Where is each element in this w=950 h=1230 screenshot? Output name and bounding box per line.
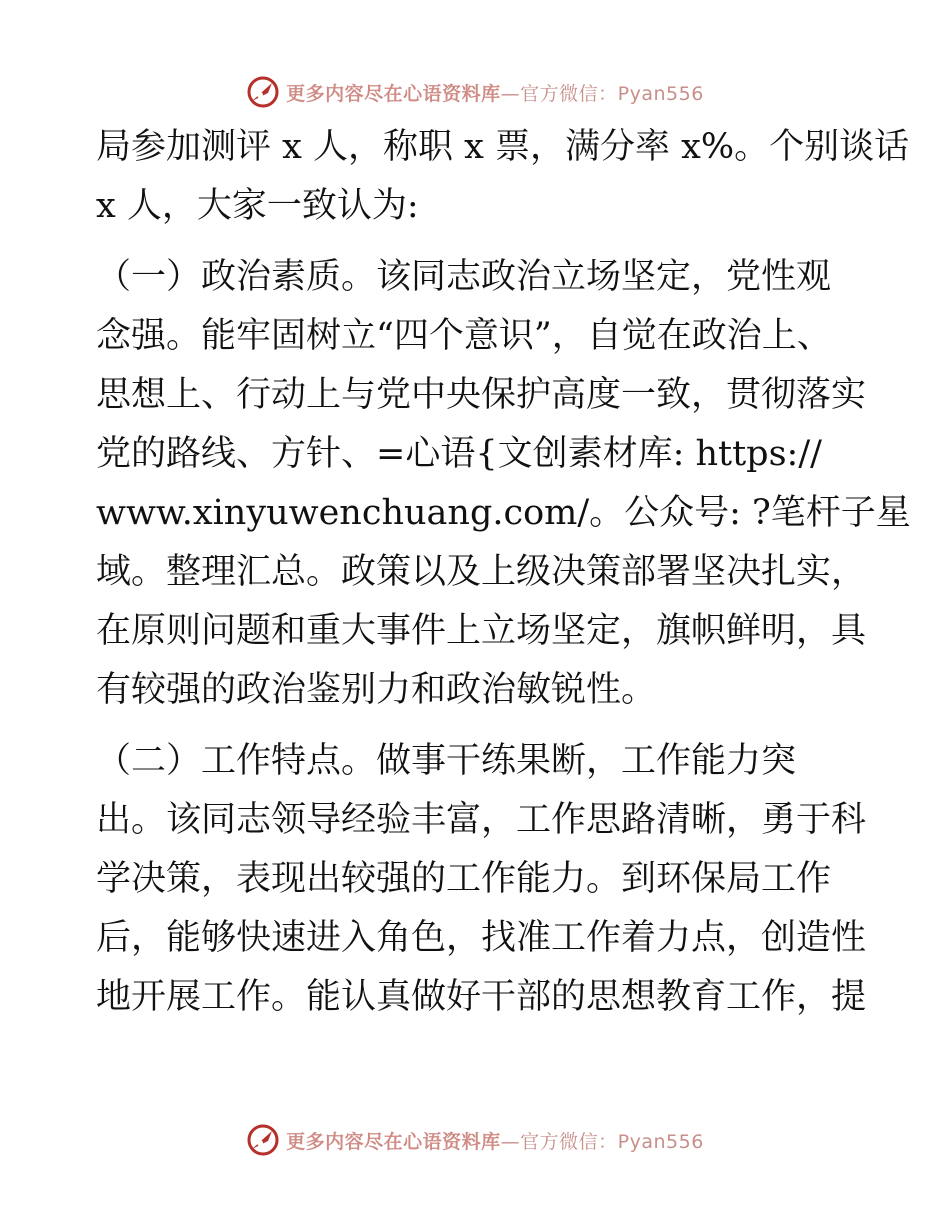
quill-logo-icon <box>246 1123 280 1157</box>
text-line: （二）工作特点。做事干练果断，工作能力突 <box>96 741 797 781</box>
quill-logo-icon <box>246 75 280 109</box>
paragraph-work-traits <box>96 732 867 1027</box>
text-line: 后，能够快速进入角色，找准工作着力点，创造性 <box>96 918 867 958</box>
text-line: 域。整理汇总。政策以及上级决策部署坚决扎实， <box>96 552 867 592</box>
document-body <box>96 118 911 1027</box>
watermark-brand: 更多内容尽在心语资料库 <box>286 1130 501 1153</box>
text-line: 思想上、行动上与党中央保护高度一致，贯彻落实 <box>96 375 867 415</box>
watermark-contact: 官方微信：Pyan556 <box>520 82 704 105</box>
watermark-brand: 更多内容尽在心语资料库 <box>286 82 501 105</box>
watermark-text <box>286 79 704 106</box>
footer-watermark <box>0 1120 950 1160</box>
text-line: 念强。能牢固树立“四个意识”，自觉在政治上、 <box>96 316 832 356</box>
watermark-contact: 官方微信：Pyan556 <box>520 1130 704 1153</box>
text-line: （一）政治素质。该同志政治立场坚定，党性观 <box>96 257 832 297</box>
text-line: 地开展工作。能认真做好干部的思想教育工作，提 <box>96 977 867 1017</box>
text-line: 党的路线、方针、=心语{文创素材库: https:// <box>96 434 822 474</box>
text-line: 出。该同志领导经验丰富，工作思路清晰，勇于科 <box>96 800 867 840</box>
paragraph-intro <box>96 118 910 236</box>
watermark-dash: — <box>500 1130 521 1153</box>
paragraph-political-quality <box>96 248 911 720</box>
header-watermark <box>0 72 950 112</box>
text-line: 学决策，表现出较强的工作能力。到环保局工作 <box>96 859 832 899</box>
watermark-dash: — <box>500 82 521 105</box>
text-line: x 人，大家一致认为: <box>96 186 419 226</box>
text-line: 局参加测评 x 人，称职 x 票，满分率 x%。个别谈话 <box>96 127 910 167</box>
text-line: www.xinyuwenchuang.com/。公众号: ?笔杆子星 <box>96 493 911 533</box>
watermark-text <box>286 1127 704 1154</box>
text-line: 在原则问题和重大事件上立场坚定，旗帜鲜明，具 <box>96 611 867 651</box>
text-line: 有较强的政治鉴别力和政治敏锐性。 <box>96 670 657 710</box>
